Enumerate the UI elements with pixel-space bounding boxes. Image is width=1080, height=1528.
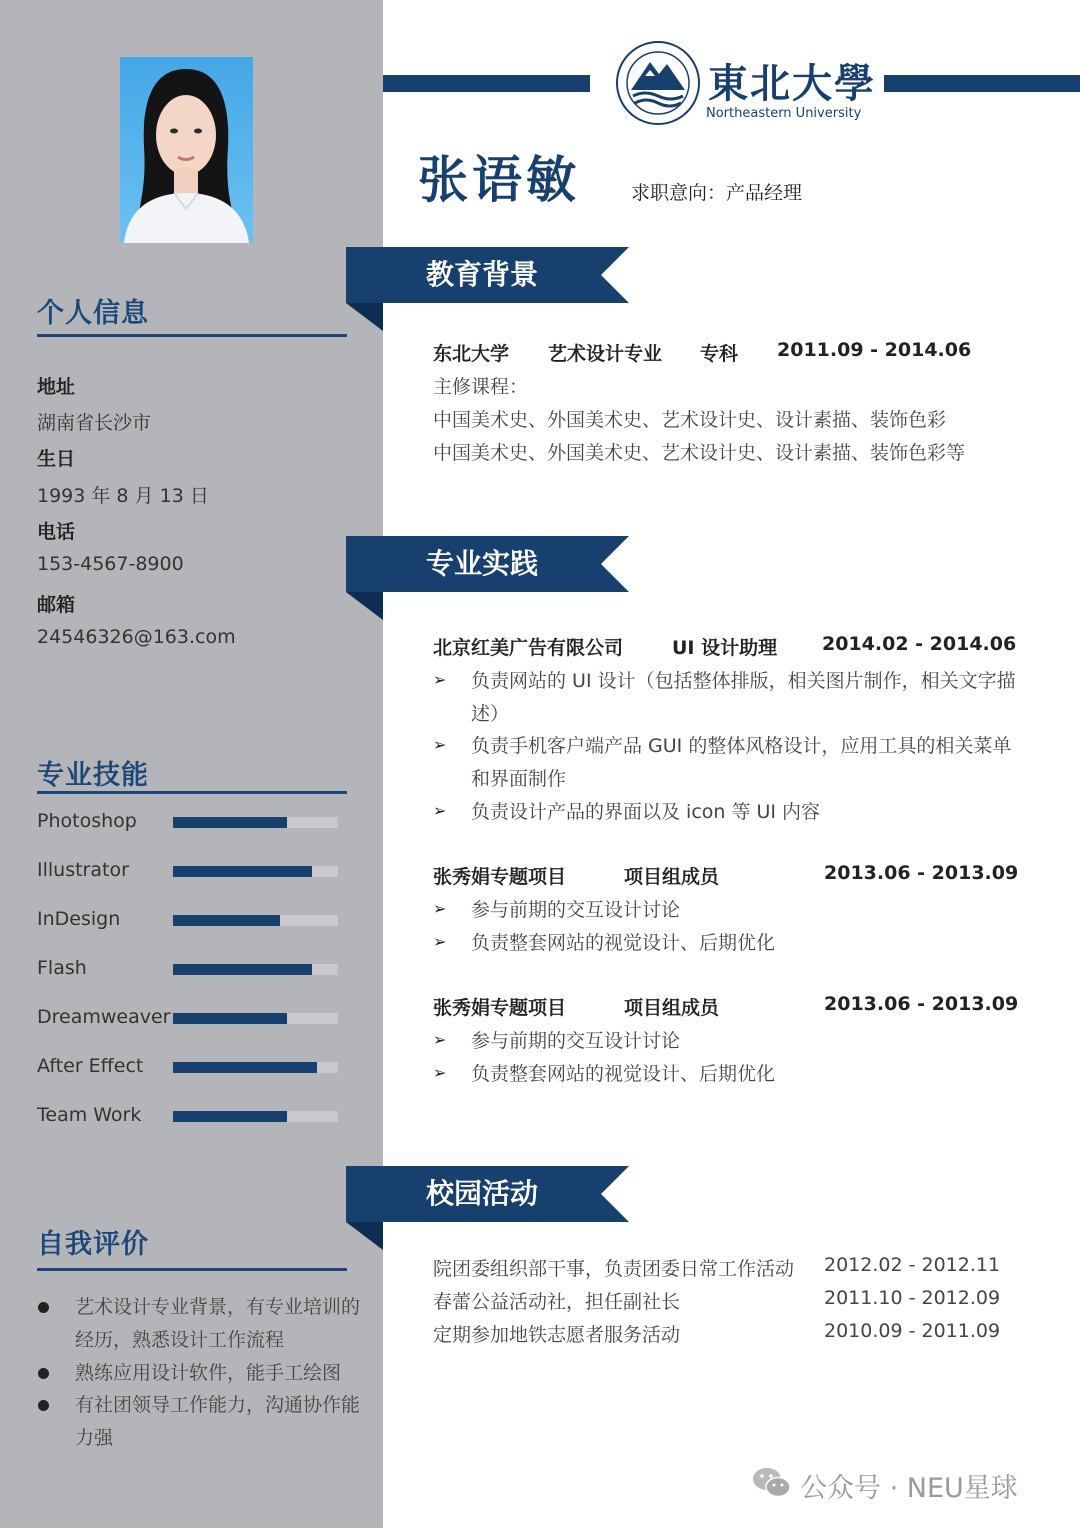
job-duty: 和界面制作 bbox=[471, 768, 567, 790]
arrow-bullet-icon: ➢ bbox=[433, 735, 447, 754]
profile-photo bbox=[120, 57, 253, 243]
section-banner-campus bbox=[346, 1166, 631, 1248]
edu-degree: 专科 bbox=[700, 343, 739, 365]
campus-activity: 春蕾公益活动社，担任副社长 bbox=[433, 1291, 681, 1313]
email-label: 邮箱 bbox=[37, 594, 76, 616]
section-banner-practice bbox=[346, 536, 631, 618]
skill-bar-track bbox=[173, 964, 338, 975]
skill-bar-fill bbox=[173, 915, 280, 926]
skill-bar-track bbox=[173, 1013, 338, 1024]
bullet-icon bbox=[38, 1368, 49, 1379]
edu-courses-label: 主修课程： bbox=[433, 376, 529, 398]
edu-major: 艺术设计专业 bbox=[548, 343, 663, 365]
evaluation-title: 自我评价 bbox=[37, 1229, 149, 1260]
job-duty: 负责整套网站的视觉设计、后期优化 bbox=[471, 932, 776, 954]
job-period: 2013.06 - 2013.09 bbox=[824, 862, 1019, 884]
campus-period: 2010.09 - 2011.09 bbox=[824, 1320, 1001, 1342]
address-label: 地址 bbox=[37, 376, 76, 398]
job-duty: 负责网站的 UI 设计（包括整体排版，相关图片制作，相关文字描 bbox=[471, 670, 1016, 692]
job-role: 项目组成员 bbox=[624, 997, 720, 1019]
job-intent: 求职意向：产品经理 bbox=[631, 182, 803, 204]
skill-name: Dreamweaver bbox=[37, 1006, 171, 1028]
job-period: 2014.02 - 2014.06 bbox=[822, 633, 1017, 655]
bullet-icon bbox=[38, 1302, 49, 1313]
campus-activity: 院团委组织部干事，负责团委日常工作活动 bbox=[433, 1258, 795, 1280]
campus-activity: 定期参加地铁志愿者服务活动 bbox=[433, 1324, 681, 1346]
job-company: 张秀娟专题项目 bbox=[433, 866, 567, 888]
skill-bar-fill bbox=[173, 866, 312, 877]
evaluation-line: 经历，熟悉设计工作流程 bbox=[75, 1329, 285, 1351]
wechat-icon bbox=[752, 1465, 792, 1501]
header-bar-left bbox=[383, 75, 590, 92]
job-duty: 负责手机客户端产品 GUI 的整体风格设计，应用工具的相关菜单 bbox=[471, 735, 1012, 757]
arrow-bullet-icon: ➢ bbox=[433, 899, 447, 918]
skills-rule bbox=[37, 791, 347, 794]
skill-name: Team Work bbox=[37, 1104, 142, 1126]
arrow-bullet-icon: ➢ bbox=[433, 801, 447, 820]
arrow-bullet-icon: ➢ bbox=[433, 670, 447, 689]
skill-bar-track bbox=[173, 1111, 338, 1122]
evaluation-item bbox=[75, 1389, 375, 1455]
campus-title: 校园活动 bbox=[426, 1177, 539, 1210]
job-duty: 述） bbox=[471, 703, 510, 725]
job-role: UI 设计助理 bbox=[672, 637, 778, 659]
skill-name: InDesign bbox=[37, 908, 121, 930]
job-duty: 负责整套网站的视觉设计、后期优化 bbox=[471, 1063, 776, 1085]
job-duty: 参与前期的交互设计讨论 bbox=[471, 899, 681, 921]
edu-courses-line: 中国美术史、外国美术史、艺术设计史、设计素描、装饰色彩等 bbox=[433, 442, 966, 464]
skill-bar-track bbox=[173, 866, 338, 877]
job-duty: 参与前期的交互设计讨论 bbox=[471, 1030, 681, 1052]
university-seal-icon bbox=[615, 40, 701, 126]
skill-name: After Effect bbox=[37, 1055, 144, 1077]
skill-bar-fill bbox=[173, 1013, 287, 1024]
evaluation-rule bbox=[37, 1268, 347, 1271]
header-bar-right bbox=[884, 75, 1080, 92]
skill-bar-track bbox=[173, 817, 338, 828]
arrow-bullet-icon: ➢ bbox=[433, 932, 447, 951]
email-value: 24546326@163.com bbox=[37, 626, 236, 648]
evaluation-line: 有社团领导工作能力，沟通协作能 bbox=[75, 1394, 361, 1416]
job-company: 张秀娟专题项目 bbox=[433, 997, 567, 1019]
arrow-bullet-icon: ➢ bbox=[433, 1063, 447, 1082]
skills-title: 专业技能 bbox=[37, 760, 149, 791]
job-role: 项目组成员 bbox=[624, 866, 720, 888]
evaluation-item bbox=[75, 1291, 375, 1357]
evaluation-line: 熟练应用设计软件，能手工绘图 bbox=[75, 1362, 342, 1384]
job-period: 2013.06 - 2013.09 bbox=[824, 993, 1019, 1015]
personal-info-title: 个人信息 bbox=[37, 298, 149, 329]
evaluation-item bbox=[75, 1357, 375, 1390]
skill-name: Illustrator bbox=[37, 859, 129, 881]
personal-info-rule bbox=[37, 334, 347, 337]
phone-label: 电话 bbox=[37, 521, 76, 543]
campus-period: 2011.10 - 2012.09 bbox=[824, 1287, 1001, 1309]
university-logo-en: Northeastern University bbox=[706, 106, 862, 121]
evaluation-line: 力强 bbox=[75, 1427, 114, 1449]
job-company: 北京红美广告有限公司 bbox=[433, 637, 624, 659]
skill-bar-fill bbox=[173, 964, 312, 975]
skill-bar-fill bbox=[173, 1062, 317, 1073]
university-logo-cn: 東北大學 bbox=[708, 60, 876, 107]
skill-bar-fill bbox=[173, 817, 287, 828]
skill-bar-fill bbox=[173, 1111, 287, 1122]
phone-value: 153-4567-8900 bbox=[37, 553, 184, 575]
education-title: 教育背景 bbox=[426, 258, 539, 291]
skill-name: Flash bbox=[37, 957, 87, 979]
edu-school: 东北大学 bbox=[433, 343, 510, 365]
watermark-text: 公众号 · NEU星球 bbox=[800, 1473, 1018, 1504]
edu-courses-line: 中国美术史、外国美术史、艺术设计史、设计素描、装饰色彩 bbox=[433, 409, 947, 431]
bullet-icon bbox=[38, 1400, 49, 1411]
edu-period: 2011.09 - 2014.06 bbox=[777, 339, 972, 361]
candidate-name: 张语敏 bbox=[418, 151, 580, 209]
address-value: 湖南省长沙市 bbox=[37, 412, 152, 434]
skill-bar-track bbox=[173, 1062, 338, 1073]
birthday-value: 1993 年 8 月 13 日 bbox=[37, 485, 209, 507]
practice-title: 专业实践 bbox=[426, 547, 539, 580]
arrow-bullet-icon: ➢ bbox=[433, 1030, 447, 1049]
skill-bar-track bbox=[173, 915, 338, 926]
job-duty: 负责设计产品的界面以及 icon 等 UI 内容 bbox=[471, 801, 821, 823]
campus-period: 2012.02 - 2012.11 bbox=[824, 1254, 1001, 1276]
skill-name: Photoshop bbox=[37, 810, 137, 832]
birthday-label: 生日 bbox=[37, 448, 76, 470]
section-banner-education bbox=[346, 247, 631, 329]
evaluation-line: 艺术设计专业背景，有专业培训的 bbox=[75, 1296, 361, 1318]
